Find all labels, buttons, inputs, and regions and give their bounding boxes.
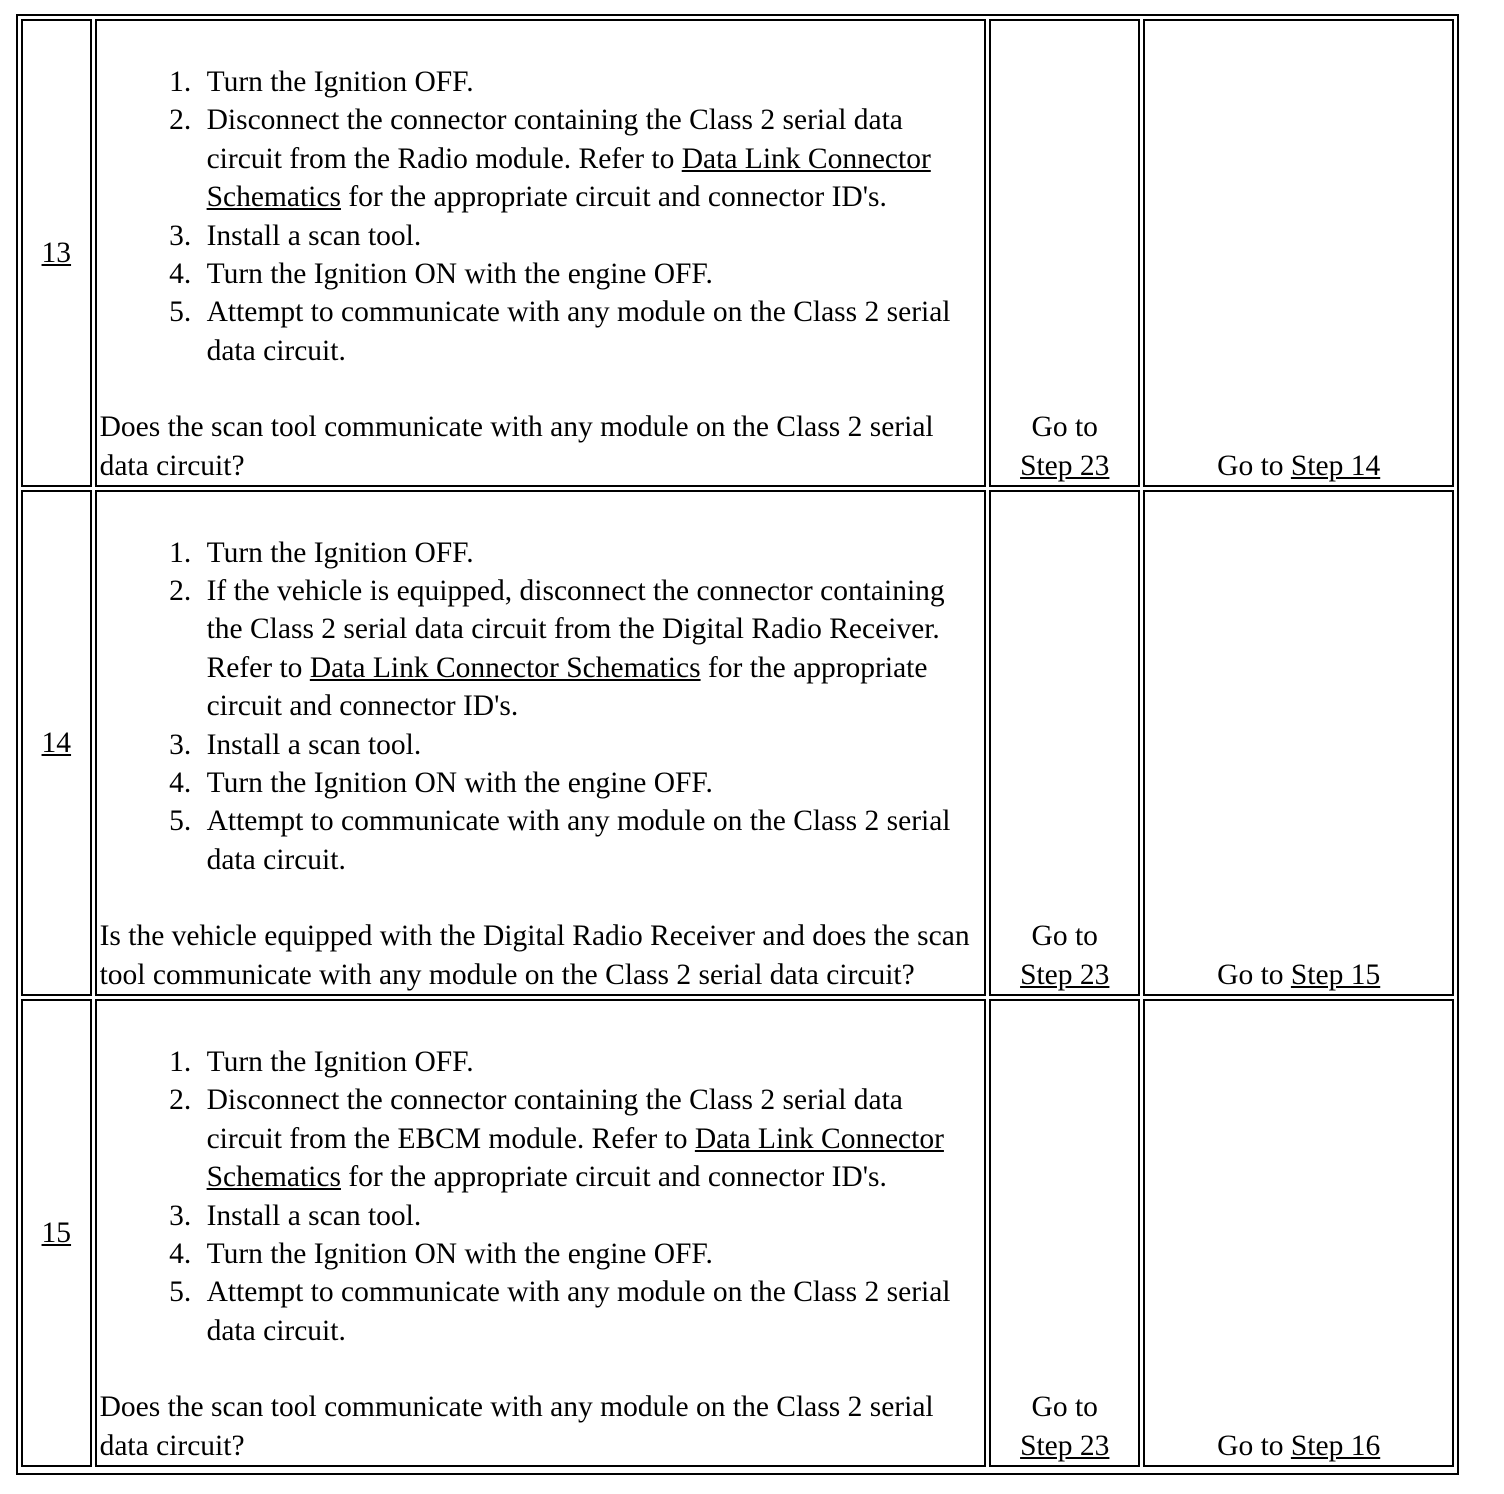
question-text: Is the vehicle equipped with the Digital Radio Receiver and does the scan tool communicate with any module on the Class 2 serial data circuit? [99, 920, 970, 991]
step-number-link[interactable]: 15 [41, 1216, 72, 1249]
data-link-connector-schematics-link[interactable]: Data Link Connector Schematics [309, 651, 701, 684]
list-item [199, 1081, 983, 1196]
action-cell [95, 19, 987, 487]
no-step-link[interactable]: Step 16 [1290, 1429, 1381, 1462]
question-text: Does the scan tool communicate with any module on the Class 2 serial data circuit? [99, 411, 934, 482]
yes-step-link[interactable]: Step 23 [1020, 1429, 1110, 1462]
no-goto-label: Go to [1217, 449, 1291, 482]
step-number-cell [21, 490, 92, 996]
list-item: 3. Install a scan tool. [199, 1197, 983, 1235]
list-item-text: for the appropriate circuit and connector ID's. [340, 181, 887, 214]
no-step-link[interactable]: Step 15 [1290, 958, 1381, 991]
substeps-list [100, 534, 983, 880]
action-cell [95, 999, 987, 1467]
yes-goto-label: Go to [1031, 411, 1098, 444]
list-item: 1. Turn the Ignition OFF. [199, 534, 983, 572]
list-item: 1. Turn the Ignition OFF. [199, 63, 983, 101]
list-item-text: If the vehicle is equipped, disconnect the connector containing the Class 2 serial data circuit from the Digital Radio Receiver. Refer to [206, 574, 945, 684]
list-item: 3. Install a scan tool. [199, 726, 983, 764]
yes-step-link[interactable]: Step 23 [1020, 449, 1110, 482]
yes-cell [989, 490, 1140, 996]
no-cell [1143, 999, 1454, 1467]
table-row [21, 490, 1454, 996]
list-item: 4. Turn the Ignition ON with the engine OFF. [199, 255, 983, 293]
list-item: 5. Attempt to communicate with any module on the Class 2 serial data circuit. [199, 802, 983, 879]
no-cell [1143, 490, 1454, 996]
diagnostic-steps-table [18, 16, 1457, 1470]
list-item: 5. Attempt to communicate with any module on the Class 2 serial data circuit. [199, 1273, 983, 1350]
step-number-cell [21, 19, 92, 487]
no-cell [1143, 19, 1454, 487]
table-row [21, 19, 1454, 487]
list-item: 3. Install a scan tool. [199, 217, 983, 255]
list-item: 5. Attempt to communicate with any module on the Class 2 serial data circuit. [199, 293, 983, 370]
list-item-text: for the appropriate circuit and connector ID's. [340, 1161, 887, 1194]
list-item [199, 572, 983, 726]
list-item-text: for the appropriate circuit and connector ID's. [206, 651, 928, 723]
list-item: 4. Turn the Ignition ON with the engine OFF. [199, 1235, 983, 1273]
yes-cell [989, 19, 1140, 487]
list-item-text: Disconnect the connector containing the Class 2 serial data circuit from the Radio module. Refer to [206, 104, 903, 175]
list-item: 1. Turn the Ignition OFF. [199, 1043, 983, 1081]
step-number-link[interactable]: 13 [41, 236, 72, 269]
list-item-text: Disconnect the connector containing the Class 2 serial data circuit from the EBCM module. Refer to [206, 1084, 903, 1155]
step-number-link[interactable]: 14 [41, 726, 72, 759]
step-number-cell [21, 999, 92, 1467]
question-text: Does the scan tool communicate with any module on the Class 2 serial data circuit? [99, 1391, 934, 1462]
list-item: 4. Turn the Ignition ON with the engine OFF. [199, 764, 983, 802]
action-cell [95, 490, 987, 996]
yes-step-link[interactable]: Step 23 [1020, 958, 1110, 991]
yes-goto-label: Go to [1031, 920, 1098, 953]
table-row [21, 999, 1454, 1467]
no-goto-label: Go to [1217, 958, 1291, 991]
data-link-connector-schematics-link[interactable]: Data Link Connector Schematics [206, 1122, 944, 1194]
list-item [199, 101, 983, 216]
yes-goto-label: Go to [1031, 1391, 1098, 1424]
substeps-list [100, 1043, 983, 1350]
substeps-list [100, 63, 983, 370]
data-link-connector-schematics-link[interactable]: Data Link Connector Schematics [206, 142, 931, 214]
no-goto-label: Go to [1217, 1429, 1291, 1462]
yes-cell [989, 999, 1140, 1467]
no-step-link[interactable]: Step 14 [1290, 449, 1381, 482]
